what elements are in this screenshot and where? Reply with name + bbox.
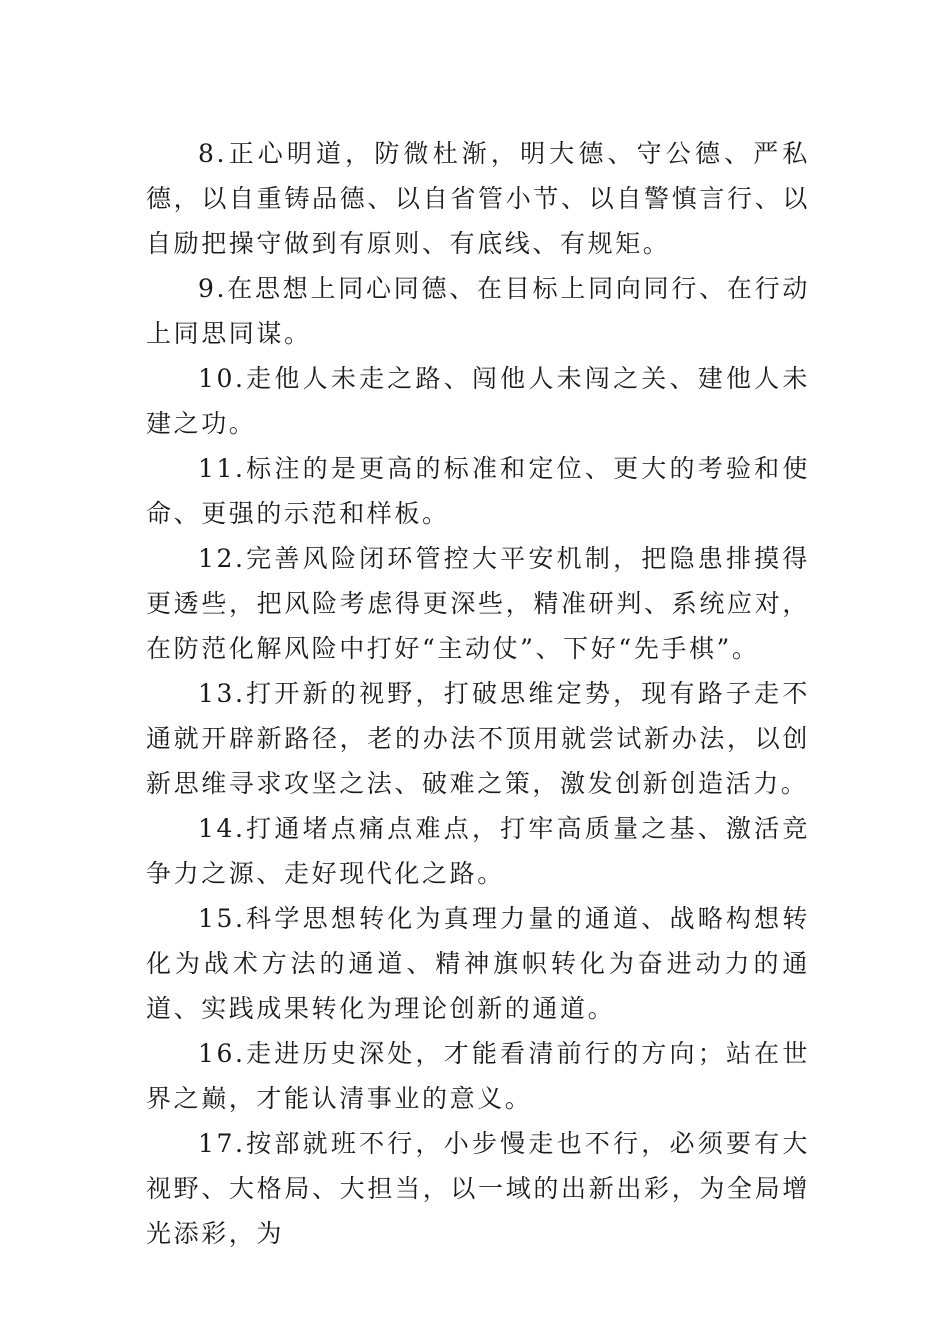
- list-item-11: 11.标注的是更高的标准和定位、更大的考验和使命、更强的示范和样板。: [146, 454, 810, 528]
- list-item-10: 10.走他人未走之路、闯他人未闯之关、建他人未建之功。: [146, 364, 810, 438]
- list-item-16: 16.走进历史深处，才能看清前行的方向；站在世界之巅，才能认清事业的意义。: [146, 1039, 810, 1113]
- list-item-15: 15.科学思想转化为真理力量的通道、战略构想转化为战术方法的通道、精神旗帜转化为奋进动力的通道、实践成果转化为理论创新的通道。: [146, 904, 810, 1023]
- list-item-14: 14.打通堵点痛点难点，打牢高质量之基、激活竞争力之源、走好现代化之路。: [146, 814, 810, 888]
- document-body: [146, 131, 810, 1256]
- list-item-12: 12.完善风险闭环管控大平安机制，把隐患排摸得更透些，把风险考虑得更深些，精准研判、系统应对，在防范化解风险中打好“主动仗”、下好“先手棋”。: [146, 544, 810, 663]
- list-item-9: 9.在思想上同心同德、在目标上同向同行、在行动上同思同谋。: [146, 274, 810, 348]
- list-item-8: 8.正心明道，防微杜渐，明大德、守公德、严私德，以自重铸品德、以自省管小节、以自警慎言行、以自励把操守做到有原则、有底线、有规矩。: [146, 139, 810, 258]
- list-item-17: 17.按部就班不行，小步慢走也不行，必须要有大视野、大格局、大担当，以一域的出新出彩，为全局增光添彩，为: [146, 1129, 810, 1248]
- list-item-13: 13.打开新的视野，打破思维定势，现有路子走不通就开辟新路径，老的办法不顶用就尝试新办法，以创新思维寻求攻坚之法、破难之策，激发创新创造活力。: [146, 679, 810, 798]
